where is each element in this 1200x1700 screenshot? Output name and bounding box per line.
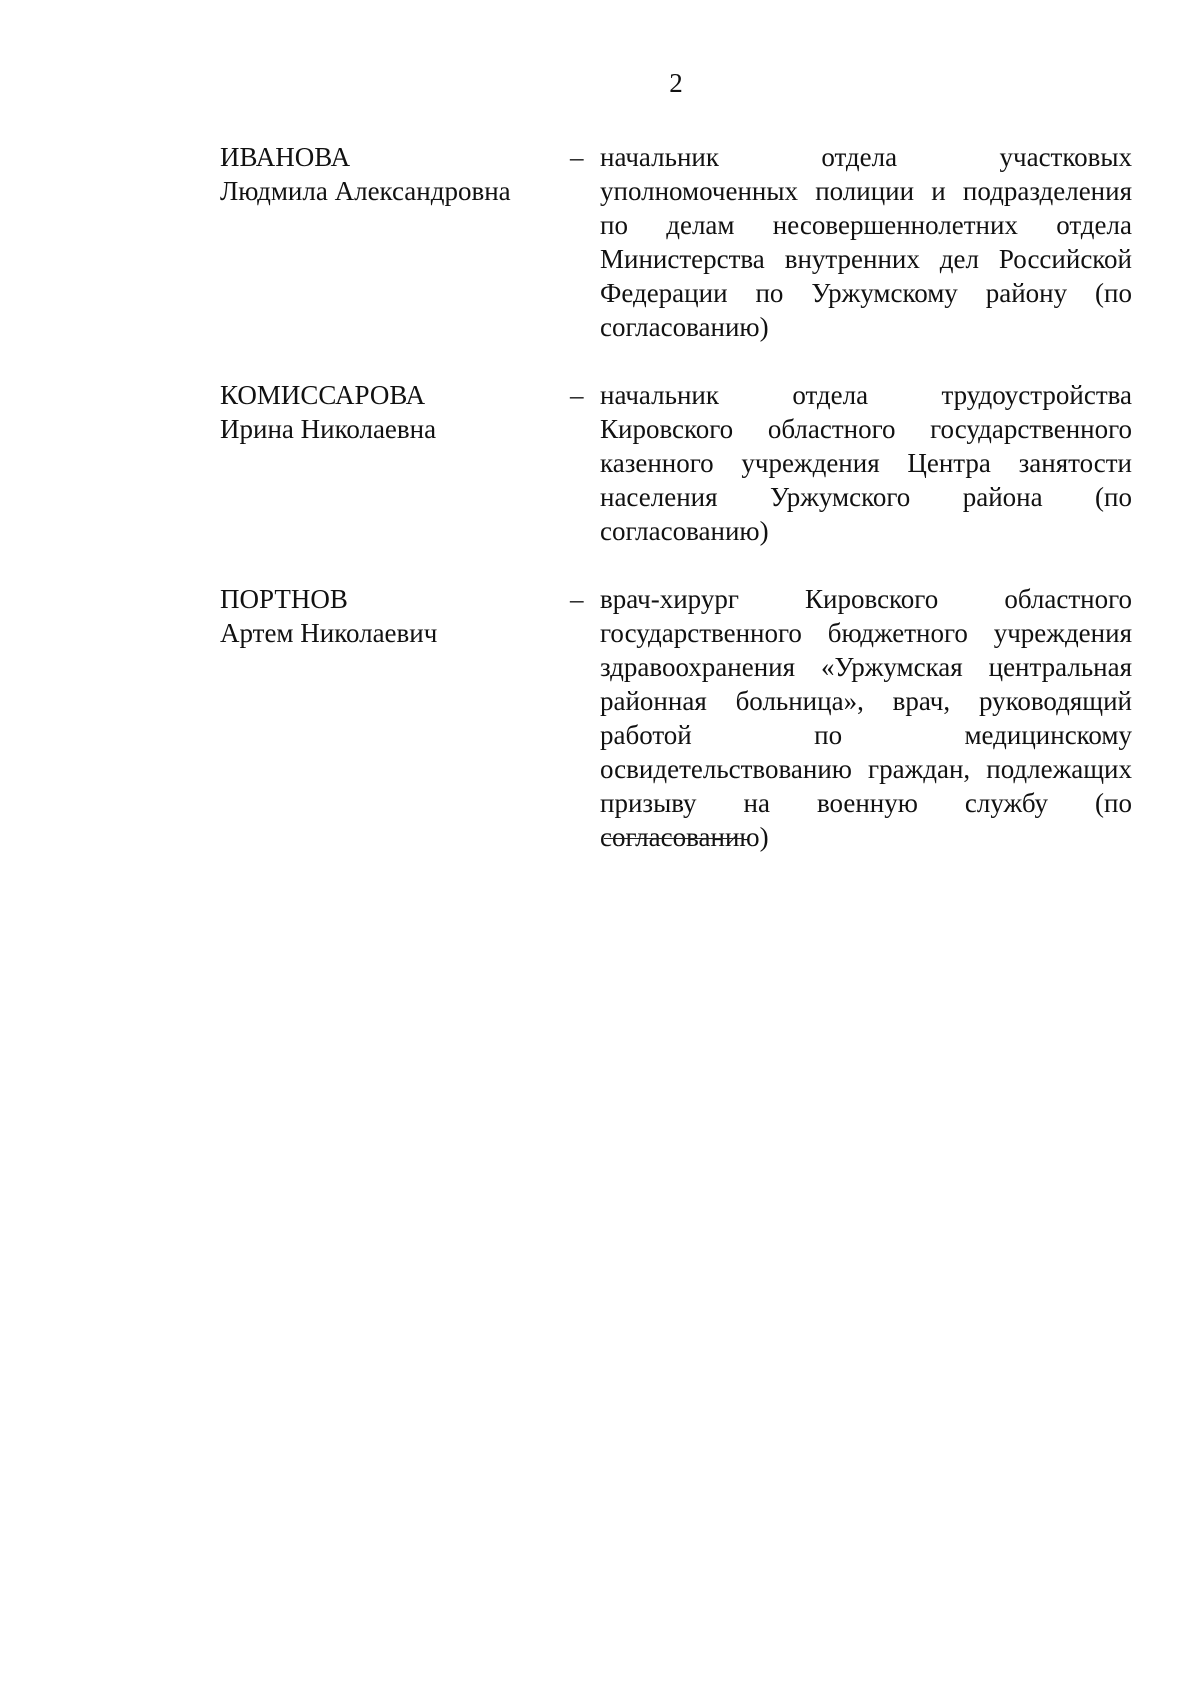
member-surname: КОМИССАРОВА: [220, 380, 426, 410]
member-entry: [220, 378, 1132, 548]
member-dash: –: [570, 380, 584, 410]
member-person: [220, 582, 570, 650]
page-number: 2: [669, 68, 683, 98]
member-person: [220, 378, 570, 446]
member-dash: –: [570, 584, 584, 614]
member-person: [220, 140, 570, 208]
member-given-names: Ирина Николаевна: [220, 414, 437, 444]
members-list: [220, 140, 1132, 888]
member-given-names: Артем Николаевич: [220, 618, 438, 648]
member-surname: ИВАНОВА: [220, 142, 351, 172]
member-role: врач-хирург Кировского областного государственного бюджетного учреждения здравоохранения «Уржумская центральная районная больница», врач, руководящий работой по медицинскому освидетельствованию граждан, подлежащих призыву на военную службу (по согласованию): [600, 584, 1132, 852]
end-of-list-rule: [604, 838, 744, 839]
member-dash: –: [570, 142, 584, 172]
member-entry: [220, 582, 1132, 854]
member-role: начальник отдела участковых уполномоченных полиции и подразделения по делам несовершеннолетних отдела Министерства внутренних дел Российской Федерации по Уржумскому району (по согласованию): [600, 142, 1132, 342]
member-role: начальник отдела трудоустройства Кировского областного государственного казенного учреждения Центра занятости населения Уржумского района (по согласованию): [600, 380, 1132, 546]
member-entry: [220, 140, 1132, 344]
member-given-names: Людмила Александровна: [220, 176, 511, 206]
member-surname: ПОРТНОВ: [220, 584, 348, 614]
